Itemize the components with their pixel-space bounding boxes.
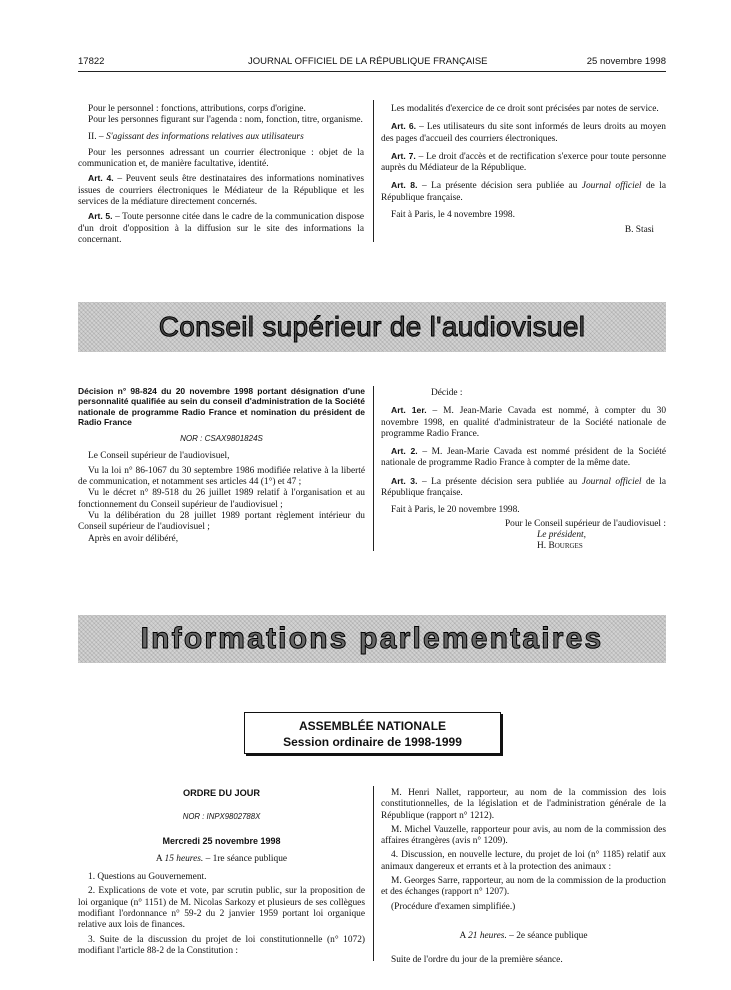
article-5: Art. 5. – Toute personne citée dans le cadre de la communication dispose d'un droit d'opposition à la diffusion sur le site des informations la concernant. (78, 211, 364, 245)
signature: B. Stasi (624, 225, 654, 236)
agenda-item-2: 2. Explications de vote et vote, par scrutin public, sur la proposition de loi organique (n° 1151) de M. Nicolas Sarkozy et plusieurs de ses collègues modifiant l'ordonnance n° 59-2 du 2 janvier 1959 portant loi organique relative aux lois de finances. (78, 886, 365, 931)
article-4: Art. 4. – Peuvent seuls être destinataires des informations nominatives issues de courriers électroniques le Médiateur de la République et les services de la médiature directement concernés. (78, 173, 365, 208)
assemblee-nationale-box (244, 712, 501, 754)
article-8: Art. 8. – La présente décision sera publiée au Journal officiel de la République française. (381, 180, 667, 203)
article-3: Art. 3. – La présente décision sera publiée au Journal officiel de la République française. (381, 475, 667, 499)
article-2: Art. 2. – M. Jean-Marie Cavada est nommé président de la Société nationale de programme Radio France à compter de la même date. (381, 446, 666, 469)
csa-left-column (78, 386, 365, 548)
top-left-column (78, 104, 364, 249)
csa-banner (78, 302, 666, 352)
paragraph: Suite de l'ordre du jour de la première séance. (391, 955, 563, 966)
page-number: 17822 (78, 56, 105, 67)
ordre-left-column (78, 788, 365, 960)
article-7: Art. 7. – Le droit d'accès et de rectification s'exerce pour toute personne auprès du Médiateur de la République. (381, 150, 666, 174)
ordre-right-column (381, 788, 666, 970)
decision-title: Décision n° 98-824 du 20 novembre 1998 portant désignation d'une personnalité qualifiée au sein du conseil d'administration de la Société nationale de programme Radio France et nomination du président de Radio France (78, 386, 365, 427)
signature-line: Pour le Conseil supérieur de l'audiovisuel : (504, 518, 666, 529)
csa-banner-title: Conseil supérieur de l'audiovisuel (158, 311, 586, 342)
nor-reference: NOR : CSAX9801824S (180, 434, 263, 444)
signature-name: H. Bourges (537, 541, 583, 552)
article-1: Art. 1er. – M. Jean-Marie Cavada est nommé, à compter du 30 novembre 1998, en qualité d'administrateur de la Société nationale de programme Radio France. (381, 405, 667, 439)
section-heading: II. – S'agissant des informations relatives aux utilisateurs (88, 131, 304, 142)
paragraph: Les modalités d'exercice de ce droit sont précisées par notes de service. (391, 104, 659, 114)
paragraph: Vu la loi n° 86-1067 du 30 septembre 1986 modifiée relative à la liberté de communication, et notamment ses articles 44 (1°) et 47 ; (78, 465, 365, 488)
article-6: Art. 6. – Les utilisateurs du site sont informés de leurs droits au moyen des pages d'accueil des courriers électroniques. (381, 121, 666, 144)
top-right-column (381, 104, 666, 240)
seance-1: A 15 heures. – 1re séance publique (155, 853, 288, 864)
decide: Décide : (431, 388, 463, 398)
journal-title: JOURNAL OFFICIEL DE LA RÉPUBLIQUE FRANÇAISE (248, 56, 488, 67)
signature-title: Le président, (537, 529, 586, 540)
agenda-item-1: 1. Questions au Gouvernement. (88, 872, 207, 883)
agenda-item-3: 3. Suite de la discussion du projet de loi constitutionnelle (n° 1072) modifiant l'article 88-2 de la Constitution : (78, 934, 365, 956)
info-banner-title: Informations parlementaires (140, 622, 604, 655)
paragraph: Le Conseil supérieur de l'audiovisuel, (88, 451, 230, 462)
agenda-item-4: 4. Discussion, en nouvelle lecture, du projet de loi (n° 1185) relatif aux animaux dangereux et errants et à la protection des animaux : (381, 850, 666, 872)
paragraph: M. Henri Nallet, rapporteur, au nom de la commission des lois constitutionnelles, de la législation et de l'administration générale de la République (rapport n° 1212). (381, 788, 666, 821)
done-at: Fait à Paris, le 4 novembre 1998. (391, 210, 515, 221)
header-rule (78, 71, 666, 72)
column-divider (373, 100, 374, 242)
ordre-title: ORDRE DU JOUR (182, 788, 261, 798)
paragraph: Après en avoir délibéré, (88, 533, 179, 544)
nor-reference: NOR : INPX9802788X (182, 812, 261, 822)
paragraph: Vu la délibération du 28 juillet 1989 portant règlement intérieur du Conseil supérieur de l'audiovisuel ; (78, 510, 365, 533)
paragraph: Pour le personnel : fonctions, attributions, corps d'origine. (88, 104, 306, 114)
seance-2: A 21 heures. – 2e séance publique (459, 930, 588, 941)
csa-right-column (381, 388, 666, 553)
page-header (78, 56, 666, 70)
header-date: 25 novembre 1998 (586, 56, 666, 67)
column-divider (373, 386, 374, 551)
paragraph: M. Georges Sarre, rapporteur, au nom de la commission de la production et des échanges (rapport n° 1207). (381, 876, 666, 898)
paragraph: Pour les personnes adressant un courrier électronique : objet de la communication et, de manière facultative, identité. (78, 147, 364, 170)
paragraph: M. Michel Vauzelle, rapporteur pour avis, au nom de la commission des affaires étrangères (avis n° 1209). (381, 824, 666, 847)
info-parlementaires-banner (78, 615, 666, 663)
session-title: Session ordinaire de 1998-1999 (283, 735, 462, 749)
column-divider (373, 786, 374, 961)
assemblee-title: ASSEMBLÉE NATIONALE (298, 719, 447, 733)
paragraph: (Procédure d'examen simplifiée.) (391, 901, 516, 912)
session-date: Mercredi 25 novembre 1998 (162, 835, 281, 846)
paragraph: Vu le décret n° 89-518 du 26 juillet 1989 relatif à l'organisation et au fonctionnement du Conseil supérieur de l'audiovisuel ; (78, 488, 365, 510)
paragraph: Pour les personnes figurant sur l'agenda : nom, fonction, titre, organisme. (88, 115, 363, 126)
done-at: Fait à Paris, le 20 novembre 1998. (391, 505, 520, 516)
